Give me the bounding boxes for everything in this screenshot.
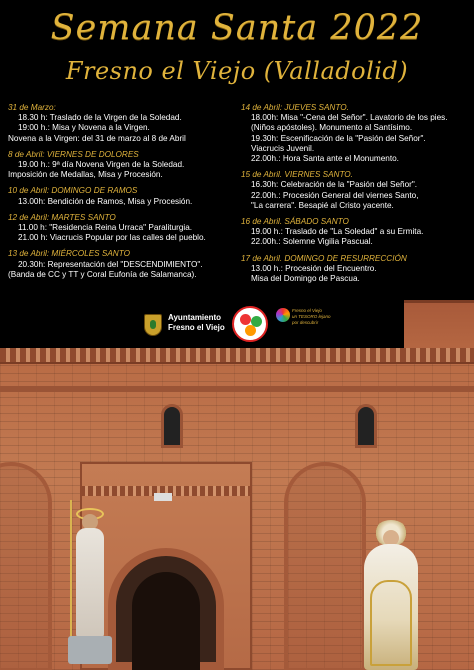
sponsor-logos (144, 306, 464, 346)
church-door (132, 572, 200, 670)
event-line: (Banda de CC y TT y Coral Eufonía de Salamanca). (8, 269, 197, 279)
schedule-right-column (241, 103, 471, 290)
event-10-abril (8, 186, 236, 206)
event-13-abril (8, 249, 236, 280)
event-line: 18.30 h: Traslado de la Virgen de la Soledad. (18, 113, 182, 123)
event-8-abril (8, 150, 236, 181)
event-heading: 17 de Abril. DOMINGO DE RESURRECCIÓN (241, 253, 407, 263)
event-line: Viacrucis Juvenil. (251, 143, 315, 153)
event-line: Novena a la Virgen: del 31 de marzo al 8 de Abril (8, 133, 186, 143)
event-heading: 16 de Abril. SÁBADO SANTO (241, 217, 349, 227)
tourism-line: Fresno el Viejo (292, 308, 322, 313)
event-12-abril (8, 213, 236, 244)
event-heading: 13 de Abril: MIÉRCOLES SANTO (8, 249, 130, 259)
event-14-abril (241, 103, 471, 164)
event-line: 22.00h.: Hora Santa ante el Monumento. (251, 154, 399, 164)
risen-christ-statue (64, 500, 116, 665)
event-line: 20.30h: Representación del "DESCENDIMIENTO". (18, 259, 203, 269)
coat-of-arms-icon (144, 314, 162, 336)
poster-title: Semana Santa 2022 (50, 8, 424, 48)
event-line: 13.00 h.: Procesión del Encuentro. (251, 263, 377, 273)
event-line: 21.00 h: Viacrucis Popular por las calles del pueblo. (18, 233, 206, 243)
event-heading: 10 de Abril: DOMINGO DE RAMOS (8, 186, 138, 196)
circular-emblem-icon (232, 306, 268, 342)
event-line: 19.30h: Escenificación de la "Pasión del Señor". (251, 133, 426, 143)
tourism-logo (276, 308, 332, 342)
event-line: 16.30h: Celebración de la "Pasión del Señor". (251, 180, 418, 190)
church-window (161, 404, 183, 448)
event-line: "La carrera". Besapié al Cristo yacente. (251, 200, 394, 210)
event-line: 19.00 h.: Traslado de "La Soledad" a su Ermita. (251, 227, 424, 237)
event-heading: 8 de Abril: VIERNES DE DOLORES (8, 149, 139, 159)
event-line: 19:00 h.: Misa y Novena a la Virgen. (18, 123, 150, 133)
event-heading: 31 de Marzo: (8, 103, 56, 112)
event-15-abril (241, 170, 471, 211)
church-side-arch (0, 462, 52, 670)
event-line: Misa del Domingo de Pascua. (251, 274, 360, 284)
event-line: 22.00h.: Solemne Vigilia Pascual. (251, 237, 373, 247)
ayuntamiento-label: Ayuntamiento (168, 313, 222, 322)
event-line: 13.00h: Bendición de Ramos, Misa y Procesión. (18, 196, 193, 206)
event-16-abril (241, 217, 471, 248)
event-heading: 12 de Abril: MARTES SANTO (8, 212, 116, 222)
church-cornice-band (0, 386, 474, 392)
poster-subtitle: Fresno el Viejo (Valladolid) (65, 57, 409, 85)
church-side-arch (284, 462, 366, 670)
event-line: 19.00 h.: 9ª día Novena Virgen de la Soledad. (18, 160, 185, 170)
event-line: 11.00 h: "Residencia Reina Urraca" Paraliturgia. (18, 223, 193, 233)
tourism-line: un TESORO lejano (292, 314, 331, 319)
event-heading: 15 de Abril. VIERNES SANTO. (241, 170, 353, 180)
schedule-left-column (8, 103, 236, 286)
event-31-marzo (8, 103, 236, 144)
event-line: 18.00h: Misa "-Cena del Señor". Lavatorio de los pies. (251, 113, 448, 123)
event-line: (Niños apóstoles). Monumento al Santísimo. (251, 123, 413, 133)
tourism-flower-icon (276, 308, 290, 322)
ayuntamiento-town: Fresno el Viejo (168, 323, 225, 332)
church-cornice (0, 348, 474, 364)
tourism-line: por descubrir (292, 320, 319, 325)
event-heading: 14 de Abril: JUEVES SANTO. (241, 103, 349, 112)
church-plaque (154, 493, 172, 501)
event-line: 22.00h.: Procesión General del viernes Santo, (251, 190, 419, 200)
virgin-statue (360, 520, 422, 670)
church-window (355, 404, 377, 448)
ayuntamiento-logo (144, 310, 228, 342)
event-17-abril (241, 254, 471, 285)
event-line: Imposición de Medallas, Misa y Procesión. (8, 170, 163, 180)
